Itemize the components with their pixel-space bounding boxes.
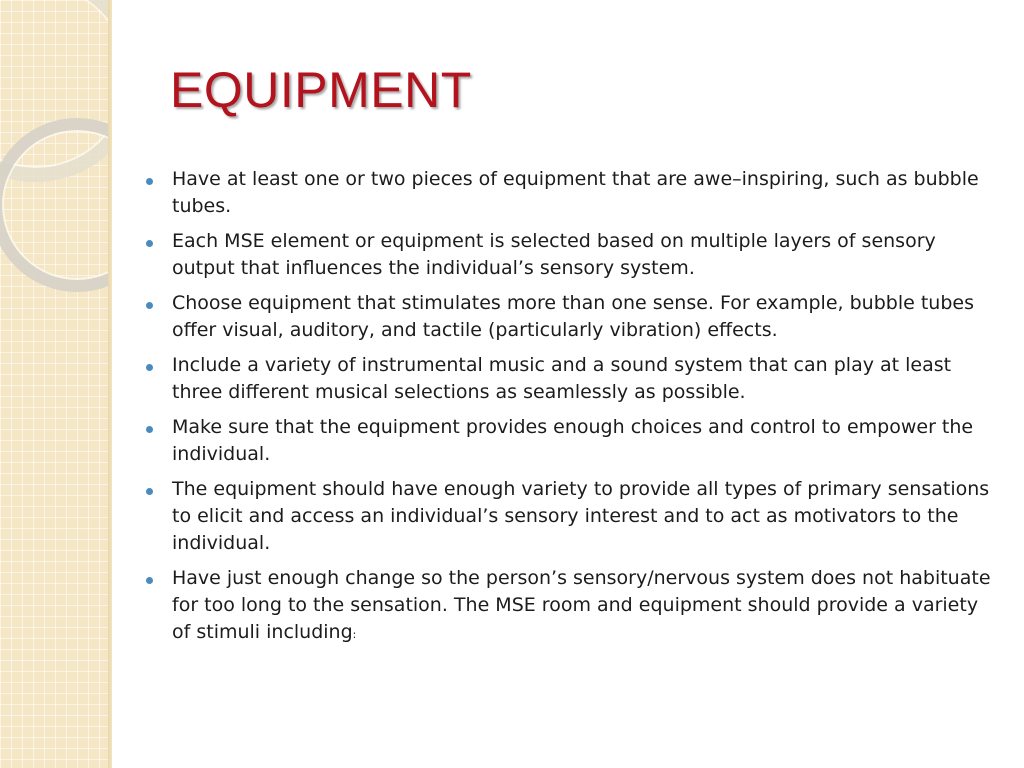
bullet-trailing-colon: : xyxy=(352,628,357,641)
bullet-text: Choose equipment that stimulates more than one sense. For example, bubble tubes offer visual, auditory, and tactile (particularly vibration) effects. xyxy=(172,292,974,341)
bullet-list xyxy=(146,166,996,656)
bullet-dot-icon xyxy=(146,178,153,185)
bullet-text: Have at least one or two pieces of equipment that are awe–inspiring, such as bubble tubes. xyxy=(172,168,979,217)
decorative-side-panel xyxy=(0,0,112,768)
decorative-ring xyxy=(0,118,112,292)
bullet-dot-icon xyxy=(146,364,153,371)
bullet-item xyxy=(146,476,996,557)
bullet-text: Each MSE element or equipment is selected based on multiple layers of sensory output that influences the individual’s sensory system. xyxy=(172,230,936,279)
bullet-item xyxy=(146,166,996,220)
bullet-dot-icon xyxy=(146,426,153,433)
bullet-text: Have just enough change so the person’s sensory/nervous system does not habituate for too long to the sensation. The MSE room and equipment should provide a variety of stimuli including xyxy=(172,567,991,643)
slide-title: EQUIPMENT xyxy=(170,62,472,118)
bullet-item xyxy=(146,352,996,406)
bullet-item xyxy=(146,414,996,468)
panel-edge xyxy=(108,0,112,768)
bullet-dot-icon xyxy=(146,240,153,247)
bullet-item xyxy=(146,565,996,648)
bullet-text: Make sure that the equipment provides enough choices and control to empower the individual. xyxy=(172,416,974,465)
bullet-dot-icon xyxy=(146,488,153,495)
bullet-item xyxy=(146,228,996,282)
bullet-dot-icon xyxy=(146,577,153,584)
bullet-text: The equipment should have enough variety to provide all types of primary sensations to elicit and access an individual’s sensory interest and to act as motivators to the individual. xyxy=(172,478,990,554)
bullet-item xyxy=(146,290,996,344)
bullet-text: Include a variety of instrumental music and a sound system that can play at least three different musical selections as seamlessly as possible. xyxy=(172,354,952,403)
bullet-dot-icon xyxy=(146,302,153,309)
